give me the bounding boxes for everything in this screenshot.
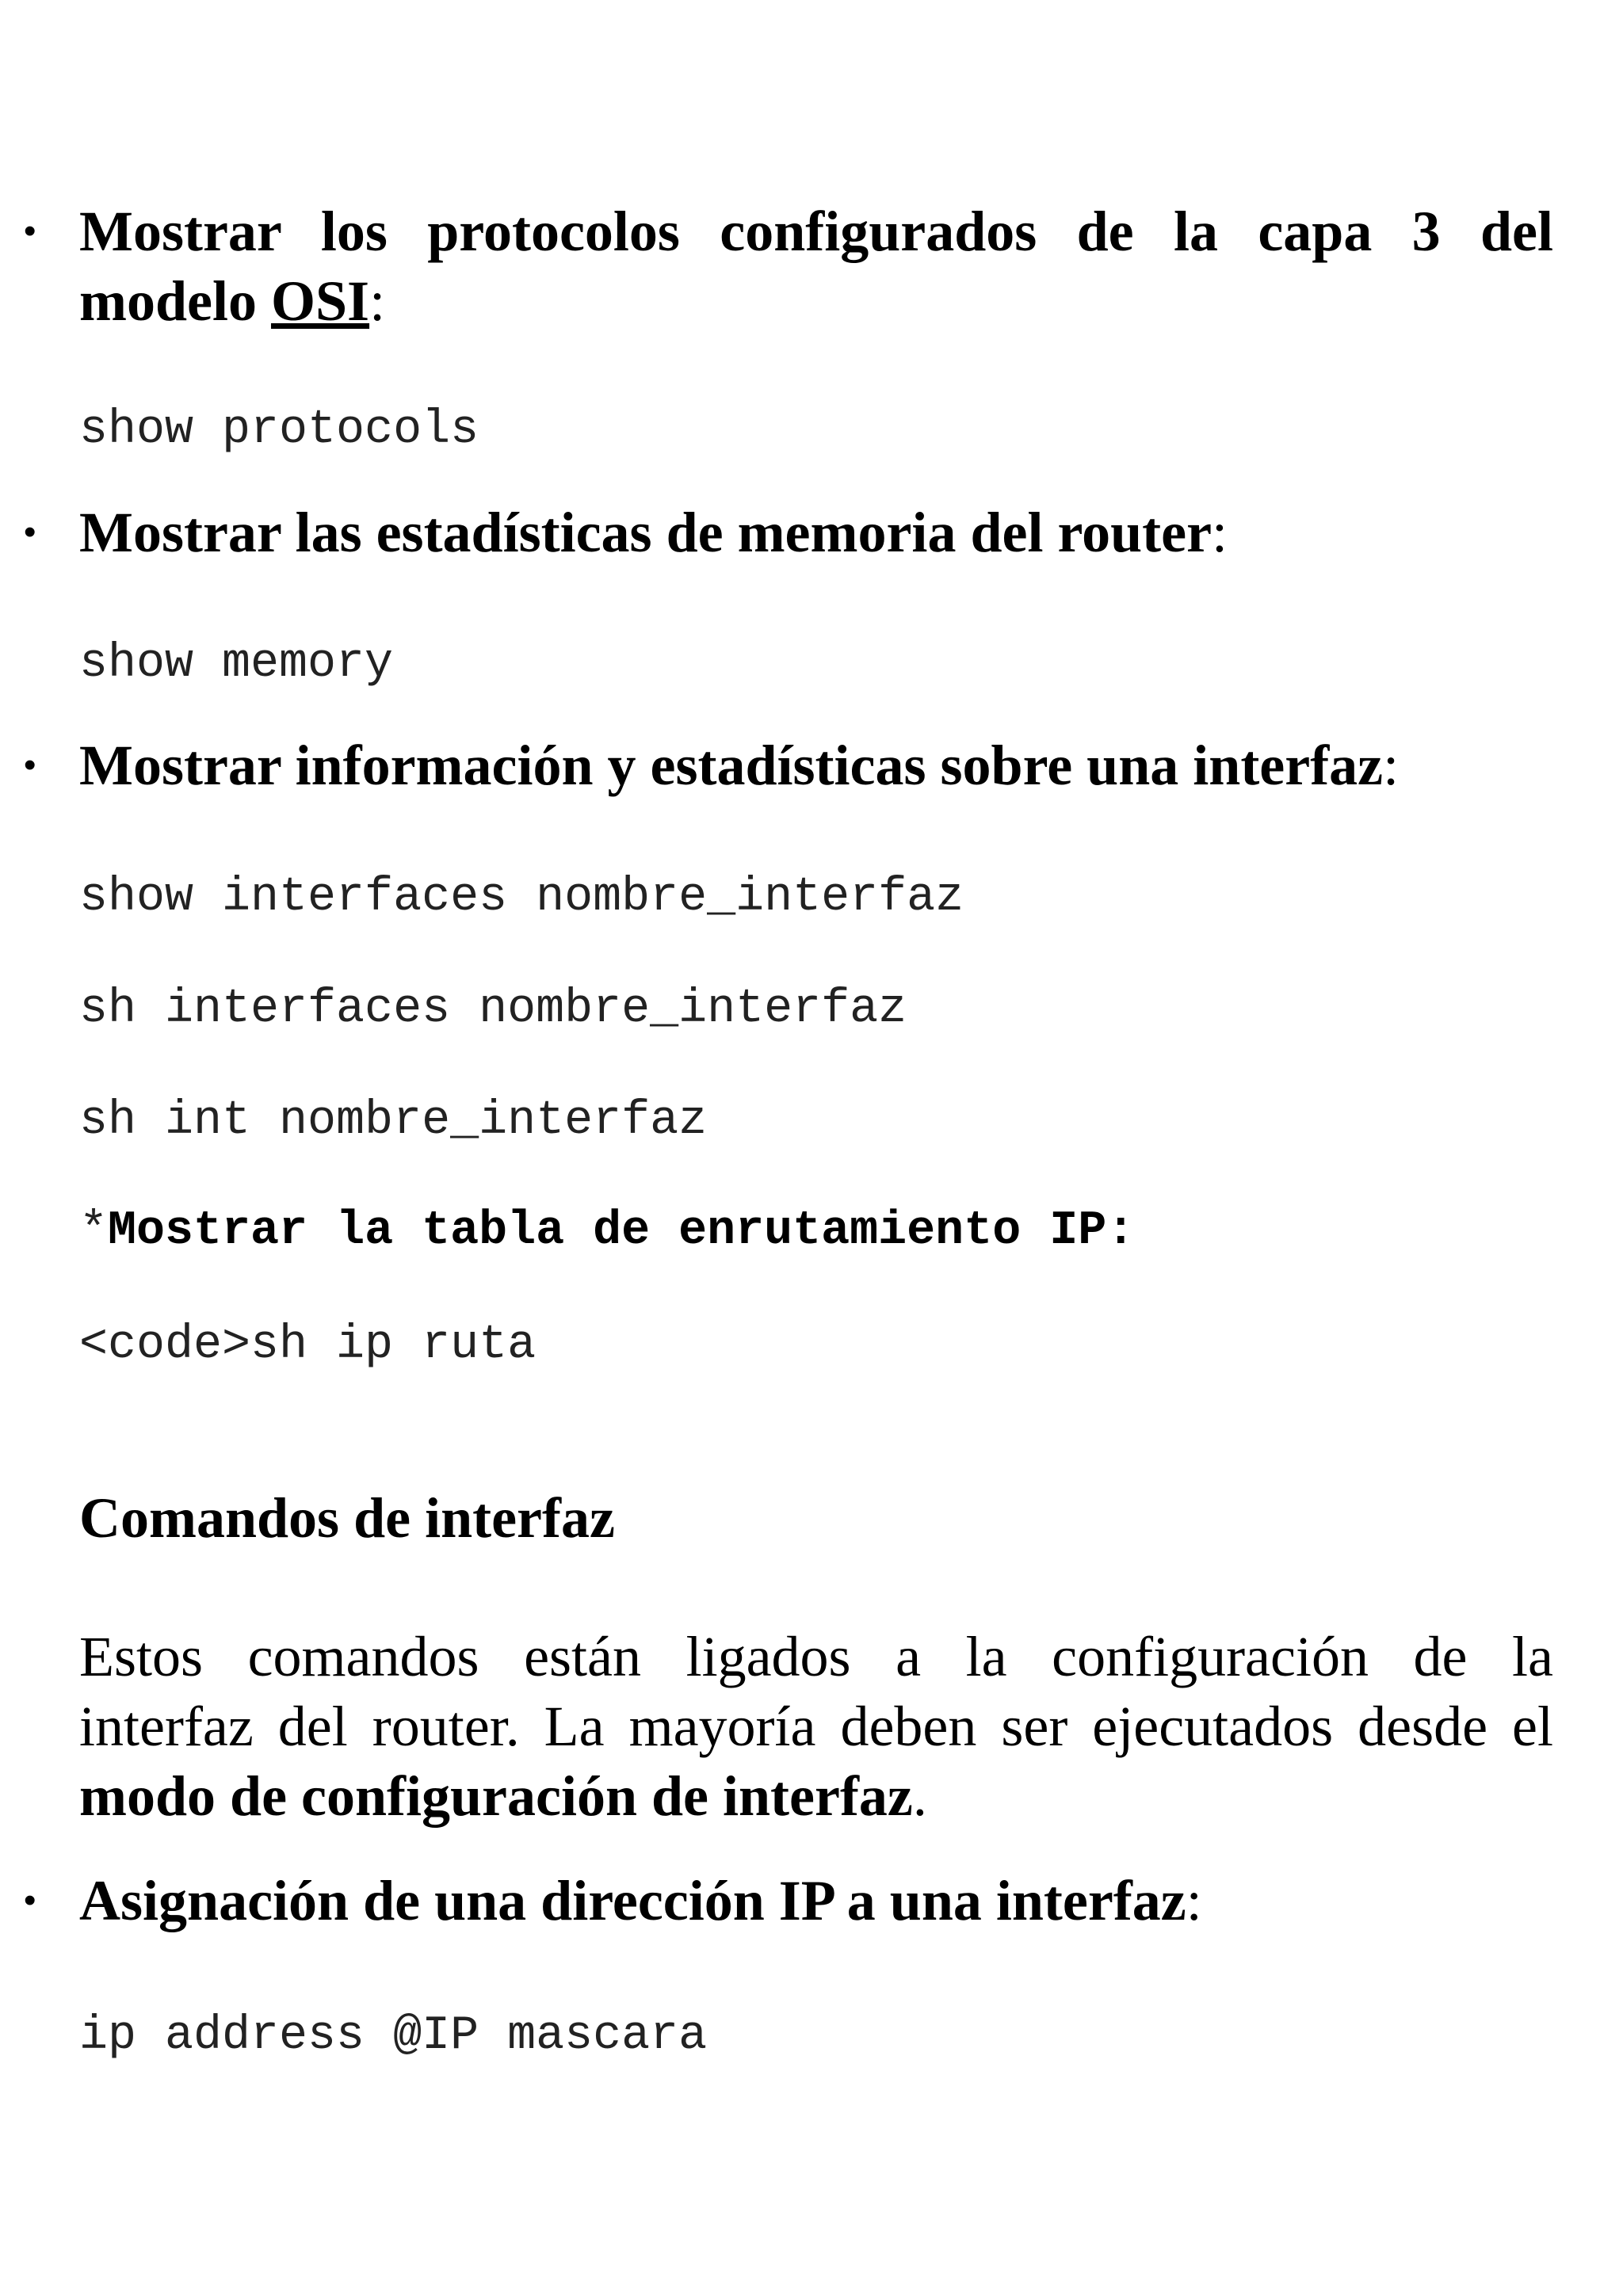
bullet-ip-address: • Asignación de una dirección IP a una interfaz: — [79, 1866, 1553, 1936]
section-heading: Comandos de interfaz — [79, 1486, 615, 1550]
section-paragraph — [79, 1622, 1553, 1831]
paragraph-line1: Estos comandos están ligados a la configuración de la — [79, 1625, 1553, 1688]
bullet-dot-icon: • — [24, 746, 36, 784]
osi-link[interactable]: OSI — [270, 269, 370, 333]
code-sh-int: sh int nombre_interfaz — [79, 1094, 708, 1148]
code-show-memory: show memory — [79, 637, 394, 691]
code-show-interfaces: show interfaces nombre_interfaz — [79, 871, 964, 925]
code-ip-address: ip address @IP mascara — [79, 2009, 708, 2063]
bullet-show-protocols — [24, 196, 1553, 336]
paragraph-line2: interfaz del router. La mayoría deben ser ejecutados desde el — [79, 1695, 1553, 1758]
bullet-text-line1: Mostrar los protocolos configurados de la capa 3 del — [79, 200, 1553, 263]
code-sh-ip-ruta: <code>sh ip ruta — [79, 1318, 537, 1372]
paragraph-line3: modo de configuración de interfaz. — [79, 1764, 927, 1828]
code-route-heading: *Mostrar la tabla de enrutamiento IP: — [79, 1204, 1136, 1258]
bullet-dot-icon: • — [24, 513, 36, 551]
bullet-dot-icon: • — [24, 212, 36, 250]
bullet-show-interfaces: • Mostrar información y estadísticas sobre una interfaz: — [79, 730, 1553, 800]
bullet-show-memory: • Mostrar las estadísticas de memoria del router: — [79, 498, 1553, 567]
code-sh-interfaces: sh interfaces nombre_interfaz — [79, 982, 907, 1036]
bullet-dot-icon: • — [24, 1881, 36, 1920]
code-show-protocols: show protocols — [79, 403, 479, 457]
bullet-text-line2: modelo OSI: — [79, 269, 386, 333]
